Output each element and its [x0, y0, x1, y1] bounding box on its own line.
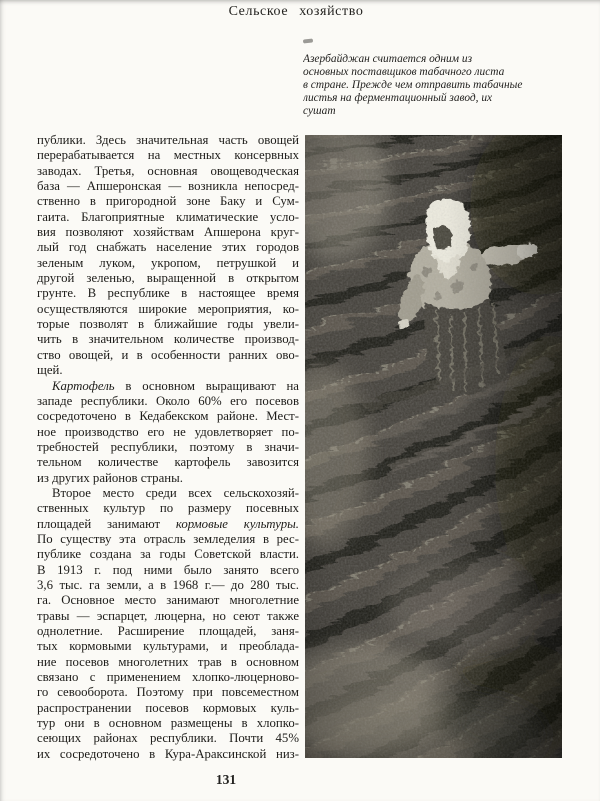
text-line: ние посевов многолетних трав в основном	[37, 654, 299, 669]
text-line: публики. Здесь значительная часть овощей	[37, 133, 299, 147]
text-line: зеленым луком, укропом, петрушкой и	[37, 255, 299, 270]
text-line: публике создана за годы Советской власти.	[37, 547, 299, 562]
text-line: связано с применением хлопко-люцерново-	[37, 670, 299, 685]
text-line: площадей занимают кормовые культуры.	[37, 516, 299, 531]
text-line: сосредоточено в Кедабекском районе. Мест-	[37, 409, 299, 424]
photo-caption	[303, 53, 593, 117]
text-line: тых кормовыми культурами, и преоблада-	[37, 639, 299, 654]
text-line: По существу эта отрасль земледелия в рес-	[37, 531, 299, 546]
text-line: ство овощей, и в особенности ранних ово-	[37, 347, 299, 362]
scan-speck	[303, 38, 313, 43]
text-line: 3,6 тыс. га земли, а в 1968 г.— до 280 тыс.	[37, 577, 299, 592]
tobacco-drying-photo	[305, 135, 562, 758]
text-line: га. Основное место занимают многолетние	[37, 593, 299, 608]
text-line: грунте. В республике в настоящее время	[37, 286, 299, 301]
text-line: перерабатывается на местных консервных	[37, 148, 299, 163]
text-line: тельном количестве картофель завозится	[37, 455, 299, 470]
text-line: однолетние. Расширение площадей, заня-	[37, 624, 299, 638]
page-number: 131	[215, 772, 237, 787]
text-line: го севооборота. Поэтому при повсеместном	[37, 685, 299, 700]
text-line: осуществляются широкие мероприятия, ко-	[37, 301, 299, 316]
text-line: В 1913 г. под ними было занято всего	[37, 562, 299, 577]
text-line: база — Апшеронская — возникла непосред-	[37, 179, 299, 194]
text-line: вия позволяют хозяйствам Апшерона круг-	[37, 225, 299, 240]
text-line: западе республики. Около 60% его посевов	[37, 393, 299, 408]
text-line: другой зеленью, выращенной в открытом	[37, 271, 299, 286]
text-line: их сосредоточено в Кура-Араксинской низ-	[37, 746, 299, 761]
text-line: чить в значительном количестве производ-	[37, 332, 299, 347]
text-line: Картофель в основном выращивают на	[52, 378, 299, 393]
text-line: ное производство его не удовлетворяет по-	[37, 424, 299, 439]
text-line: требностей республики, поэтому в значи-	[37, 439, 299, 454]
caption-line: сушат	[303, 104, 336, 117]
body-text-column	[37, 133, 299, 762]
text-line: гаита. Благоприятные климатические усло-	[37, 209, 299, 224]
text-line: ственно в пригородной зоне Баку и Сум-	[37, 194, 299, 209]
running-header: Сельское хозяйство	[228, 4, 364, 19]
text-line: заводах. Третья, основная овощеводческая	[37, 163, 299, 178]
text-line: из других районов страны.	[37, 470, 183, 485]
caption-line: листья на ферментационный завод, их	[303, 91, 493, 104]
text-line: сеющих районах республики. Почти 45%	[37, 731, 299, 746]
vignette	[305, 135, 562, 758]
text-line: травы — эспарцет, люцерна, но сеют также	[37, 608, 299, 623]
text-line: Второе место среди всех сельскохозяй-	[52, 485, 299, 500]
text-line: ственных культур по размеру посевных	[37, 501, 299, 516]
caption-line: основных поставщиков табачного листа	[303, 65, 505, 78]
text-line: лый год снабжать население этих городов	[37, 240, 299, 255]
caption-line: Азербайджан считается одним из	[303, 53, 473, 65]
tobacco-field-svg	[305, 135, 562, 758]
text-line: торые позволят в ближайшие годы увели-	[37, 317, 299, 332]
text-line: распространении посевов кормовых куль-	[37, 700, 299, 715]
text-line: тур они в основном размещены в хлопко-	[37, 716, 299, 731]
text-line: щей.	[37, 363, 63, 378]
caption-line: в стране. Прежде чем отправить табачные	[303, 78, 523, 91]
